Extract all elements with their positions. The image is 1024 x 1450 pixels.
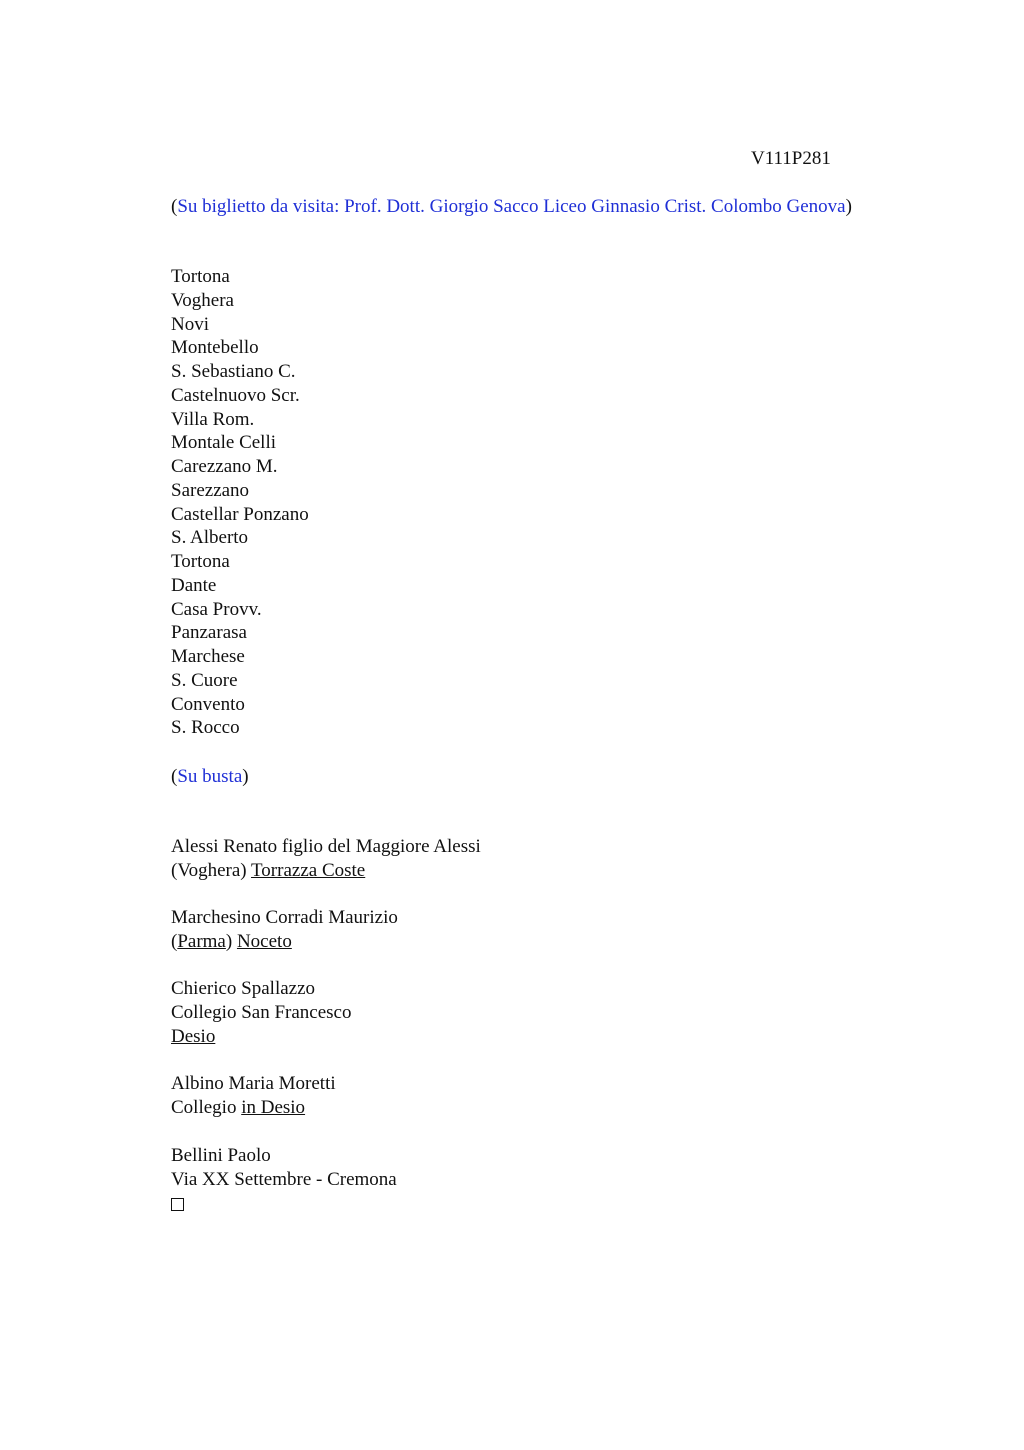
address-prefix: Collegio [171,1097,242,1118]
card-note-close: ) [845,196,852,217]
reference-code: V111P281 [751,148,831,169]
envelope-note-text: Su busta [177,766,243,787]
card-note-text: Su biglietto da visita: Prof. Dott. Giorgio Sacco Liceo Ginnasio Crist. Colombo Genova [177,196,846,217]
address-block-spallazzo [171,977,351,1049]
envelope-note [171,765,249,788]
address-name: Chierico Spallazzo [171,978,316,999]
address-place: in Desio [241,1097,306,1118]
place-item: Villa Rom. [171,408,255,430]
place-item: S. Sebastiano C. [171,361,296,382]
place-item: Dante [171,574,217,596]
address-name: Albino Maria Moretti [171,1073,336,1094]
place-item: Panzarasa [171,622,247,644]
address-block-bellini [171,1144,397,1218]
place-item: S. Alberto [171,527,249,549]
checkbox-row [171,1192,397,1218]
place-item: Castelnuovo Scr. [171,384,300,406]
checkbox-icon [171,1198,184,1211]
address-location [171,930,398,954]
place-item: Marchese [171,646,245,667]
address-name: Marchesino Corradi Maurizio [171,907,398,928]
place-item: S. Cuore [171,669,238,691]
envelope-note-close: ) [242,766,249,787]
address-location [171,1096,336,1120]
place-item: Novi [171,313,209,335]
address-close: ) [225,931,237,952]
address-place: Desio [171,1026,216,1047]
address-name: Bellini Paolo [171,1145,271,1166]
place-item: Castellar Ponzano [171,503,309,525]
address-name: Alessi Renato figlio del Maggiore Alessi [171,836,481,857]
address-block-moretti [171,1072,336,1120]
place-item: Carezzano M. [171,456,278,477]
address-block-corradi [171,906,398,954]
envelope-note-open: ( [171,766,178,787]
card-note-open: ( [171,196,178,217]
address-location [171,859,481,883]
address-prefix: (Voghera) [171,860,252,881]
place-item: Sarezzano [171,479,250,501]
address-street: Via XX Settembre - Cremona [171,1169,397,1190]
address-place: Torrazza Coste [251,860,366,881]
place-item: Casa Provv. [171,598,262,620]
place-item: Tortona [171,551,230,572]
place-item: Montale Celli [171,432,277,454]
place-item: S. Rocco [171,717,240,739]
address-place: Noceto [236,931,292,952]
address-institution: Collegio San Francesco [171,1002,352,1023]
place-item: Tortona [171,266,230,287]
address-location [171,1025,351,1049]
card-note [171,195,852,218]
place-item: Convento [171,693,245,715]
place-item: Montebello [171,337,259,359]
places-list [171,265,309,740]
place-item: Voghera [171,289,234,311]
address-open: ( [171,931,178,952]
address-province: Parma [177,931,226,952]
address-block-alessi [171,835,481,883]
